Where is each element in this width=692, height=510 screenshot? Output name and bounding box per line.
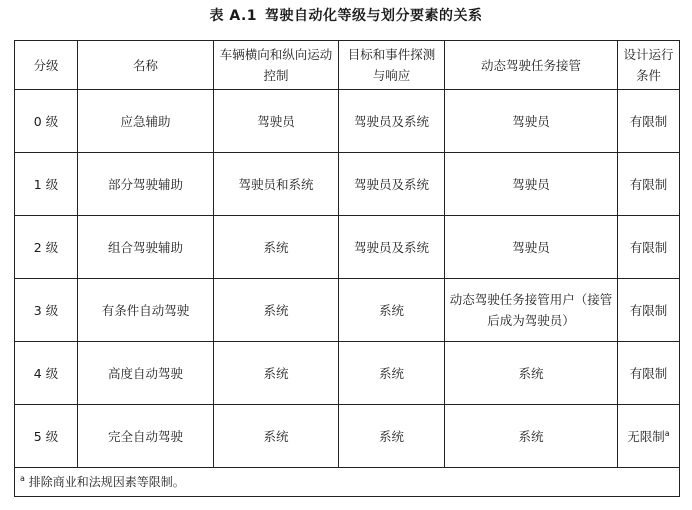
motion-control-cell: 系统 <box>214 342 339 405</box>
table-title: 驾驶自动化等级与划分要素的关系 <box>265 8 483 24</box>
detection-cell: 驾驶员及系统 <box>339 153 445 216</box>
motion-control-cell: 系统 <box>214 216 339 279</box>
header-cell: 设计运行条件 <box>618 41 680 90</box>
level-cell: 3 级 <box>15 279 78 342</box>
takeover-cell: 动态驾驶任务接管用户（接管后成为驾驶员） <box>445 279 618 342</box>
name-cell: 部分驾驶辅助 <box>78 153 214 216</box>
detection-cell: 驾驶员及系统 <box>339 90 445 153</box>
header-cell: 名称 <box>78 41 214 90</box>
takeover-cell: 驾驶员 <box>445 90 618 153</box>
header-cell: 动态驾驶任务接管 <box>445 41 618 90</box>
footnote-row <box>15 468 680 497</box>
footnote-cell <box>15 468 680 497</box>
table-row <box>15 216 680 279</box>
header-cell: 目标和事件探测与响应 <box>339 41 445 90</box>
motion-control-cell: 驾驶员和系统 <box>214 153 339 216</box>
table-number: 表 A.1 <box>209 8 258 24</box>
footnote-ref: a <box>664 428 670 438</box>
detection-cell: 系统 <box>339 279 445 342</box>
table-row <box>15 405 680 468</box>
name-cell: 高度自动驾驶 <box>78 342 214 405</box>
odd-cell <box>618 216 680 279</box>
odd-cell <box>618 279 680 342</box>
name-cell: 组合驾驶辅助 <box>78 216 214 279</box>
footnote-mark: a <box>20 473 25 483</box>
takeover-cell: 驾驶员 <box>445 216 618 279</box>
header-cell: 分级 <box>15 41 78 90</box>
level-cell: 5 级 <box>15 405 78 468</box>
motion-control-cell: 系统 <box>214 405 339 468</box>
odd-value: 有限制 <box>629 239 668 255</box>
odd-cell <box>618 90 680 153</box>
motion-control-cell: 驾驶员 <box>214 90 339 153</box>
odd-cell <box>618 405 680 468</box>
takeover-cell: 系统 <box>445 342 618 405</box>
table-caption <box>0 5 692 25</box>
name-cell: 有条件自动驾驶 <box>78 279 214 342</box>
table-row <box>15 342 680 405</box>
level-cell: 2 级 <box>15 216 78 279</box>
name-cell: 应急辅助 <box>78 90 214 153</box>
detection-cell: 系统 <box>339 342 445 405</box>
automation-levels-table <box>14 40 680 497</box>
header-row <box>15 41 680 90</box>
odd-value: 有限制 <box>629 176 668 192</box>
level-cell: 1 级 <box>15 153 78 216</box>
motion-control-cell: 系统 <box>214 279 339 342</box>
odd-value: 无限制 <box>627 428 665 444</box>
odd-cell <box>618 153 680 216</box>
table-row <box>15 279 680 342</box>
odd-value: 有限制 <box>629 365 668 381</box>
odd-cell <box>618 342 680 405</box>
takeover-cell: 驾驶员 <box>445 153 618 216</box>
header-cell: 车辆横向和纵向运动控制 <box>214 41 339 90</box>
odd-value: 有限制 <box>629 113 668 129</box>
takeover-cell: 系统 <box>445 405 618 468</box>
footnote-text: 排除商业和法规因素等限制。 <box>28 474 185 489</box>
level-cell: 4 级 <box>15 342 78 405</box>
detection-cell: 系统 <box>339 405 445 468</box>
level-cell: 0 级 <box>15 90 78 153</box>
odd-value: 有限制 <box>629 302 668 318</box>
table-row <box>15 153 680 216</box>
table-row <box>15 90 680 153</box>
detection-cell: 驾驶员及系统 <box>339 216 445 279</box>
name-cell: 完全自动驾驶 <box>78 405 214 468</box>
